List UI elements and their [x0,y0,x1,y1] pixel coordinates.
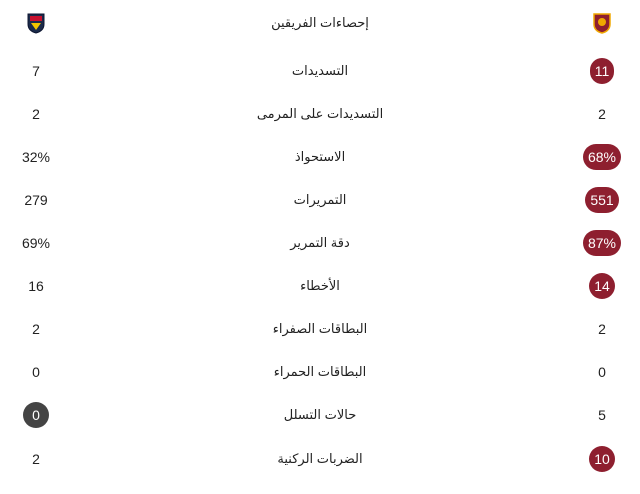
home-value-highlight: 14 [589,273,615,299]
stat-label: الأخطاء [300,278,340,293]
stat-row-fouls [0,269,640,303]
home-value: 2 [598,106,606,122]
home-value-highlight: 551 [585,187,618,213]
home-team-logo [564,6,640,40]
home-value-highlight: 10 [589,446,615,472]
stat-label: البطاقات الصفراء [272,321,368,336]
stat-label: الضربات الركنية [277,451,363,466]
away-value: 69% [21,235,51,251]
stats-title: إحصاءات الفريقين [271,15,369,30]
stat-row-yellow-cards [0,312,640,346]
roma-crest-icon [592,12,612,34]
stat-row-passes [0,183,640,217]
stat-row-offsides [0,398,640,432]
home-value: 0 [598,364,606,380]
away-value: 32% [21,149,51,165]
stat-row-shots-on-target [0,97,640,131]
home-value-highlight: 68% [583,144,621,170]
stat-label: التسديدات [291,63,349,78]
away-value: 2 [32,321,40,337]
away-value: 2 [32,106,40,122]
stat-label: دقة التمرير [290,235,350,250]
away-value: 16 [28,278,44,294]
stat-row-possession [0,140,640,174]
stat-label: البطاقات الحمراء [273,364,367,379]
away-team-logo [0,6,72,40]
home-value-highlight: 87% [583,230,621,256]
stat-row-pass-accuracy [0,226,640,260]
stat-label: حالات التسلل [283,407,357,422]
stats-header [0,6,640,40]
away-value: 2 [32,451,40,467]
away-value: 279 [24,192,48,208]
away-value-highlight: 0 [23,402,49,428]
stat-row-corners [0,442,640,476]
stat-label: الاستحواذ [294,149,346,164]
away-value: 0 [32,364,40,380]
stat-label: التمريرات [293,192,347,207]
home-value: 5 [598,407,606,423]
lecce-crest-icon [26,12,46,34]
away-value: 7 [32,63,40,79]
home-value: 2 [598,321,606,337]
stat-row-shots [0,54,640,88]
stat-row-red-cards [0,355,640,389]
home-value-highlight: 11 [590,58,615,84]
stat-label: التسديدات على المرمى [256,106,384,121]
